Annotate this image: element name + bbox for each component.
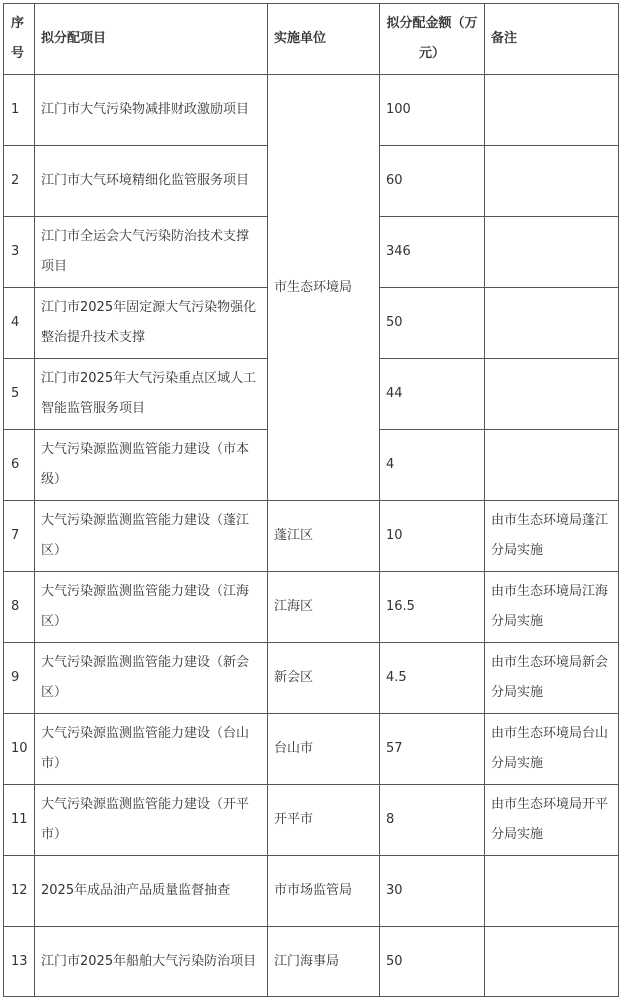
note: 由市生态环境局蓬江分局实施 <box>485 501 619 572</box>
implementing-unit: 蓬江区 <box>268 501 380 572</box>
note <box>485 359 619 430</box>
note <box>485 75 619 146</box>
amount: 10 <box>380 501 485 572</box>
amount: 16.5 <box>380 572 485 643</box>
project-name: 江门市大气污染物减排财政激励项目 <box>35 75 268 146</box>
row-number: 8 <box>4 572 35 643</box>
project-name: 大气污染源监测监管能力建设（开平市） <box>35 785 268 856</box>
note <box>485 288 619 359</box>
note <box>485 146 619 217</box>
row-number: 1 <box>4 75 35 146</box>
project-name: 大气污染源监测监管能力建设（江海区） <box>35 572 268 643</box>
amount: 44 <box>380 359 485 430</box>
project-name: 江门市2025年船舶大气污染防治项目 <box>35 927 268 997</box>
implementing-unit: 江门海事局 <box>268 927 380 997</box>
table-row <box>4 856 619 927</box>
row-number: 6 <box>4 430 35 501</box>
note: 由市生态环境局开平分局实施 <box>485 785 619 856</box>
header-project: 拟分配项目 <box>35 4 268 75</box>
row-number: 4 <box>4 288 35 359</box>
allocation-table <box>3 3 619 997</box>
project-name: 大气污染源监测监管能力建设（新会区） <box>35 643 268 714</box>
row-number: 3 <box>4 217 35 288</box>
amount: 4.5 <box>380 643 485 714</box>
project-name: 2025年成品油产品质量监督抽查 <box>35 856 268 927</box>
project-name: 江门市大气环境精细化监管服务项目 <box>35 146 268 217</box>
amount: 57 <box>380 714 485 785</box>
table-row <box>4 714 619 785</box>
note: 由市生态环境局台山分局实施 <box>485 714 619 785</box>
row-number: 12 <box>4 856 35 927</box>
implementing-unit: 市生态环境局 <box>268 75 380 501</box>
note <box>485 430 619 501</box>
table-row <box>4 501 619 572</box>
row-number: 9 <box>4 643 35 714</box>
implementing-unit: 市市场监管局 <box>268 856 380 927</box>
amount: 30 <box>380 856 485 927</box>
header-unit: 实施单位 <box>268 4 380 75</box>
amount: 100 <box>380 75 485 146</box>
note: 由市生态环境局新会分局实施 <box>485 643 619 714</box>
amount: 50 <box>380 927 485 997</box>
amount: 50 <box>380 288 485 359</box>
note <box>485 927 619 997</box>
row-number: 13 <box>4 927 35 997</box>
row-number: 10 <box>4 714 35 785</box>
project-name: 大气污染源监测监管能力建设（台山市） <box>35 714 268 785</box>
project-name: 大气污染源监测监管能力建设（蓬江区） <box>35 501 268 572</box>
header-note: 备注 <box>485 4 619 75</box>
note <box>485 217 619 288</box>
project-name: 江门市全运会大气污染防治技术支撑项目 <box>35 217 268 288</box>
implementing-unit: 江海区 <box>268 572 380 643</box>
amount: 4 <box>380 430 485 501</box>
header-amount: 拟分配金额（万元） <box>380 4 485 75</box>
table-row <box>4 75 619 146</box>
implementing-unit: 台山市 <box>268 714 380 785</box>
row-number: 2 <box>4 146 35 217</box>
table-row <box>4 572 619 643</box>
table-row <box>4 785 619 856</box>
row-number: 5 <box>4 359 35 430</box>
table-header-row <box>4 4 619 75</box>
note: 由市生态环境局江海分局实施 <box>485 572 619 643</box>
table-row <box>4 643 619 714</box>
amount: 346 <box>380 217 485 288</box>
project-name: 大气污染源监测监管能力建设（市本级） <box>35 430 268 501</box>
project-name: 江门市2025年固定源大气污染物强化整治提升技术支撑 <box>35 288 268 359</box>
table-row <box>4 927 619 997</box>
row-number: 11 <box>4 785 35 856</box>
implementing-unit: 开平市 <box>268 785 380 856</box>
project-name: 江门市2025年大气污染重点区域人工智能监管服务项目 <box>35 359 268 430</box>
amount: 8 <box>380 785 485 856</box>
note <box>485 856 619 927</box>
row-number: 7 <box>4 501 35 572</box>
implementing-unit: 新会区 <box>268 643 380 714</box>
amount: 60 <box>380 146 485 217</box>
header-no: 序号 <box>4 4 35 75</box>
